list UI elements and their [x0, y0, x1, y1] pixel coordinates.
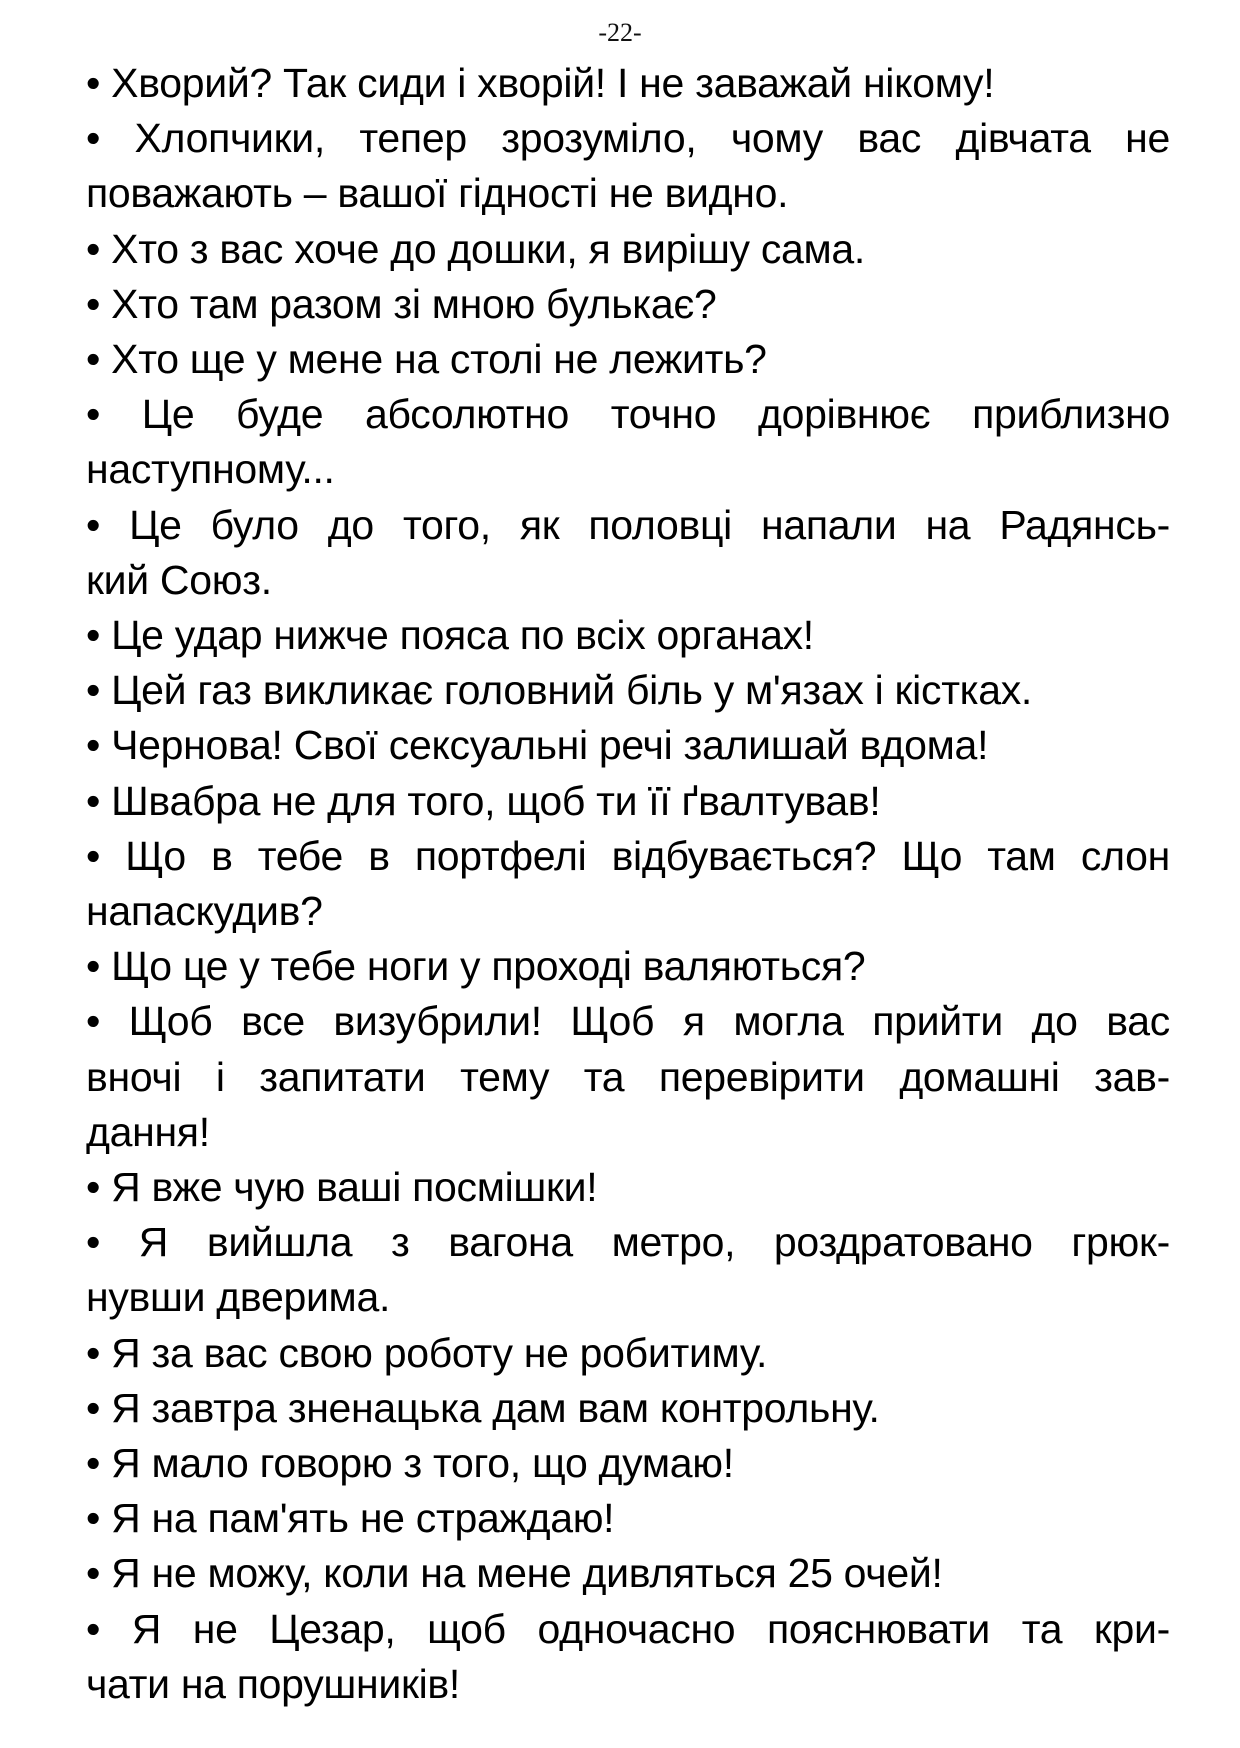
quote-item	[86, 939, 1170, 994]
quote-line: кий Союз.	[86, 556, 272, 603]
quote-line: чати на порушників!	[86, 1660, 460, 1707]
quote-line: • Що в тебе в портфелі відбувається? Що там слон	[86, 832, 1170, 879]
quote-line: • Хто з вас хоче до дошки, я вирішу сама.	[86, 225, 866, 272]
quote-item	[86, 1160, 1170, 1215]
quote-line: • Чернова! Свої сексуальні речі залишай вдома!	[86, 722, 989, 769]
quote-line: • Я не Цезар, щоб одночасно пояснювати та кри-	[86, 1605, 1170, 1652]
quote-item	[86, 1491, 1170, 1546]
quote-line: • Цей газ викликає головний біль у м'язах і кістках.	[86, 667, 1032, 714]
quote-item	[86, 994, 1170, 1160]
quote-line: • Я за вас свою роботу не робитиму.	[86, 1329, 768, 1376]
quote-item	[86, 718, 1170, 773]
quote-item	[86, 829, 1170, 939]
quote-item	[86, 498, 1170, 608]
quote-line: • Я на пам'ять не страждаю!	[86, 1495, 615, 1542]
quote-item	[86, 1546, 1170, 1601]
quote-line: • Швабра не для того, щоб ти її ґвалтував!	[86, 777, 881, 824]
quote-line: • Що це у тебе ноги у проході валяються?	[86, 943, 866, 990]
quote-item	[86, 608, 1170, 663]
quote-item	[86, 1602, 1170, 1712]
quote-item	[86, 111, 1170, 221]
quote-item	[86, 56, 1170, 111]
quote-line: • Хто ще у мене на столі не лежить?	[86, 336, 767, 383]
quote-line: • Це буде абсолютно точно дорівнює приблизно	[86, 391, 1170, 438]
quote-item	[86, 387, 1170, 497]
quote-line: дання!	[86, 1108, 210, 1155]
quote-line: • Я завтра зненацька дам вам контрольну.	[86, 1384, 880, 1431]
quote-item	[86, 663, 1170, 718]
quote-item	[86, 774, 1170, 829]
quote-item	[86, 332, 1170, 387]
quote-line: • Це удар нижче пояса по всіх органах!	[86, 612, 814, 659]
quote-line: • Хлопчики, тепер зрозуміло, чому вас дівчата не	[86, 115, 1170, 162]
quote-line: • Щоб все визубрили! Щоб я могла прийти до вас	[86, 998, 1170, 1045]
quote-line: поважають – вашої гідності не видно.	[86, 170, 789, 217]
quote-item	[86, 1436, 1170, 1491]
quote-item	[86, 1326, 1170, 1381]
quote-line: вночі і запитати тему та перевірити домашні зав-	[86, 1053, 1170, 1100]
quote-line: нувши дверима.	[86, 1274, 391, 1321]
quote-line: • Хворий? Так сиди і хворій! І не заважай нікому!	[86, 60, 995, 106]
quote-line: • Хто там разом зі мною булькає?	[86, 280, 717, 327]
quote-line: • Я вийшла з вагона метро, роздратовано грюк-	[86, 1219, 1170, 1266]
quote-item	[86, 1381, 1170, 1436]
page-number: -22-	[598, 18, 642, 47]
quote-item	[86, 222, 1170, 277]
quote-line: • Це було до того, як половці напали на Радянсь-	[86, 501, 1170, 548]
quote-item	[86, 277, 1170, 332]
quote-line: • Я мало говорю з того, що думаю!	[86, 1440, 734, 1487]
quote-item	[86, 1215, 1170, 1325]
quote-list	[86, 56, 1170, 1712]
quote-line: напаскудив?	[86, 888, 323, 935]
quote-line: • Я вже чую ваші посмішки!	[86, 1164, 598, 1211]
quote-line: наступному...	[86, 446, 335, 493]
quote-line: • Я не можу, коли на мене дивляться 25 очей!	[86, 1550, 943, 1597]
